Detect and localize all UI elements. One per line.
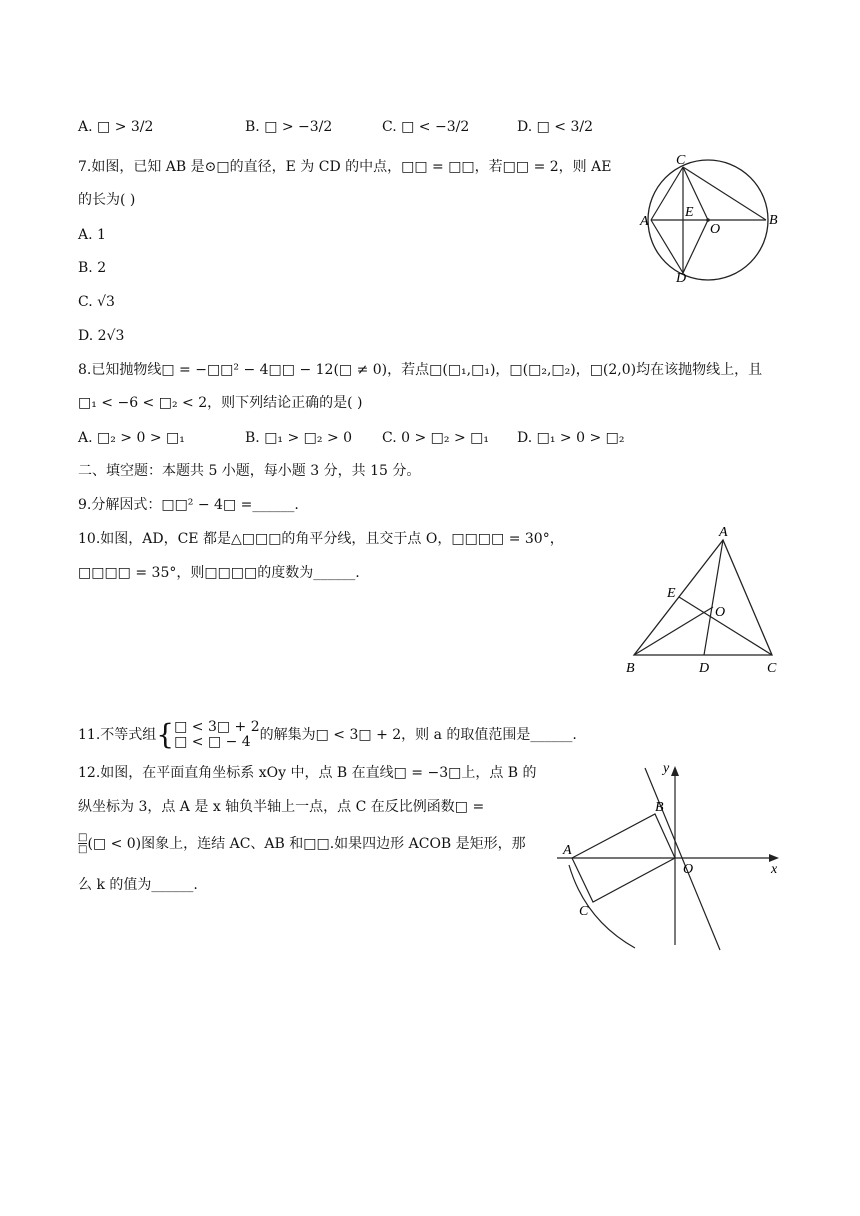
q7-option-d: D. 2√3	[78, 328, 125, 344]
section2-heading: 二、填空题：本题共 5 小题，每小题 3 分，共 15 分。	[78, 463, 421, 479]
system-bottom: □ < □ − 4	[174, 734, 251, 750]
segment-ad	[651, 220, 683, 273]
label-b: B	[626, 661, 635, 676]
bisector-ce	[679, 597, 772, 655]
segment-ac	[651, 167, 683, 220]
q12-stem-line2: 纵坐标为 3，点 A 是 x 轴负半轴上一点，点 C 在反比例函数□ =	[78, 799, 485, 815]
q7-option-a: A. 1	[78, 227, 106, 243]
line-y-neg3x	[645, 768, 720, 950]
q11-stem	[78, 718, 577, 752]
q6-option-a: A. □ > 3/2	[78, 119, 154, 135]
q6-option-d: D. □ < 3/2	[517, 119, 594, 135]
q9-stem: 9.分解因式：□□² − 4□ =______.	[78, 497, 299, 513]
q11-prefix: 11.不等式组	[78, 727, 157, 743]
label-d: D	[699, 661, 710, 676]
q10-stem-line1: 10.如图，AD，CE 都是△□□□的角平分线，且交于点 O，□□□□ = 30°，	[78, 531, 564, 547]
fraction-k-over-x: □ □	[78, 832, 88, 855]
label-o: O	[715, 605, 726, 620]
q8-option-b: B. □₁ > □₂ > 0	[245, 430, 353, 446]
label-x: x	[771, 862, 778, 877]
q12-stem-line3: □ □(□ < 0)图象上，连结 AC、AB 和□□.如果四边形 ACOB 是矩形，那	[78, 832, 526, 855]
segment-do	[683, 220, 708, 273]
q10-triangle-figure	[620, 525, 790, 680]
q10-stem-line2: □□□□ = 35°，则□□□□的度数为______.	[78, 565, 360, 581]
q8-option-d: D. □₁ > 0 > □₂	[517, 430, 625, 446]
label-b: B	[655, 800, 664, 815]
q11-suffix: 的解集为□ < 3□ + 2，则 a 的取值范围是______.	[259, 727, 577, 743]
segment-bo	[634, 607, 713, 655]
label-c: C	[767, 661, 777, 676]
x-axis-arrow	[769, 854, 779, 862]
q12-coordinate-figure	[555, 760, 795, 955]
system-top: □ < 3□ + 2	[174, 719, 260, 735]
label-a: A	[640, 214, 649, 229]
label-d: D	[676, 271, 687, 285]
q7-circle-figure	[638, 150, 788, 285]
q6-option-b: B. □ > −3/2	[245, 119, 333, 135]
y-axis-arrow	[671, 766, 679, 776]
label-e: E	[667, 586, 676, 601]
triangle-abc	[634, 540, 772, 655]
label-b: B	[769, 213, 778, 228]
label-o: O	[683, 862, 694, 877]
q7-stem-line2: 的长为( )	[78, 192, 136, 208]
q8-option-c: C. 0 > □₂ > □₁	[382, 430, 489, 446]
q8-stem-line2: □₁ < −6 < □₂ < 2，则下列结论正确的是( )	[78, 395, 363, 411]
label-c: C	[579, 904, 589, 919]
label-e: E	[685, 205, 694, 220]
q7-stem-line1: 7.如图，已知 AB 是⊙□的直径，E 为 CD 的中点，□□ = □□，若□□ = 2，则 AE	[78, 159, 612, 175]
inequality-system: {□ < 3□ + 2 □ < □ − 4	[156, 718, 260, 751]
q8-option-a: A. □₂ > 0 > □₁	[78, 430, 185, 446]
q7-option-b: B. 2	[78, 260, 107, 276]
q8-stem-line1: 8.已知抛物线□ = −□□² − 4□□ − 12(□ ≠ 0)，若点□(□₁,□₁)，□(□₂,□₂)，□(2,0)均在该抛物线上，且	[78, 362, 763, 378]
label-a: A	[563, 843, 572, 858]
bisector-ad	[704, 540, 726, 655]
q6-option-c: C. □ < −3/2	[382, 119, 470, 135]
q12-stem-line1: 12.如图，在平面直角坐标系 xOy 中，点 B 在直线□ = −3□上，点 B 的	[78, 765, 537, 781]
q7-option-c: C. √3	[78, 294, 115, 310]
label-a: A	[719, 525, 728, 540]
label-c: C	[676, 153, 686, 168]
q12-stem-line4: 么 k 的值为______.	[78, 877, 198, 893]
label-y: y	[663, 761, 670, 776]
label-o: O	[710, 222, 721, 237]
